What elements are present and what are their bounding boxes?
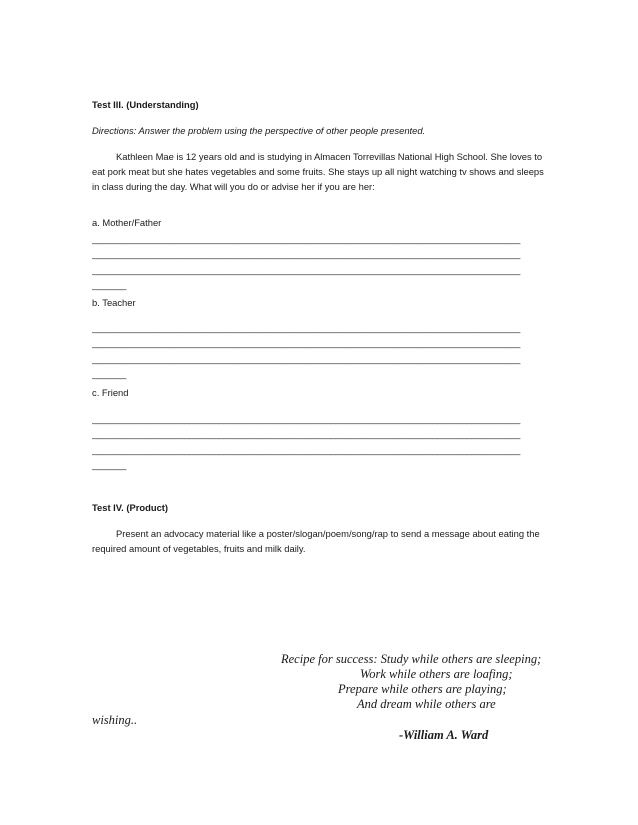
answer-line[interactable]: _______ [92, 459, 127, 471]
quote-line-5: wishing.. [92, 713, 138, 727]
answer-line[interactable]: ________________________________________________________________________________________ [92, 248, 521, 260]
answer-line[interactable]: ________________________________________________________________________________________ [92, 428, 521, 440]
test3-heading: Test III. (Understanding) [92, 99, 199, 110]
answer-lines-mother-father[interactable] [92, 231, 544, 293]
answer-line[interactable]: ________________________________________________________________________________________ [92, 322, 521, 333]
answer-line[interactable]: ________________________________________________________________________________________ [92, 233, 521, 244]
section-label-teacher: b. Teacher [92, 297, 136, 308]
answer-line[interactable]: _______ [92, 368, 127, 380]
answer-line[interactable]: ________________________________________________________________________________________ [92, 263, 521, 275]
answer-line[interactable]: ________________________________________________________________________________________ [92, 337, 521, 349]
test4-instruction: Present an advocacy material like a poster/slogan/poem/song/rap to send a message about eating the required amount of vegetables, fruits and milk daily. [92, 528, 540, 554]
quote-line-3: Prepare while others are playing; [338, 682, 507, 696]
answer-lines-friend[interactable] [92, 411, 544, 473]
quote-line-4: And dream while others are [357, 697, 496, 711]
scenario-paragraph: Kathleen Mae is 12 years old and is studying in Almacen Torrevillas National High School. She loves to eat pork meat but she hates vegetables and some fruits. She stays up all night watching tv shows and sleeps in class during the day. What will you do or advise her if you are her: [92, 151, 544, 192]
section-label-friend: c. Friend [92, 387, 129, 398]
answer-line[interactable]: ________________________________________________________________________________________ [92, 352, 521, 364]
section-label-mother-father: a. Mother/Father [92, 217, 162, 228]
answer-line[interactable]: _______ [92, 279, 127, 291]
test3-directions: Directions: Answer the problem using the perspective of other people presented. [92, 125, 426, 136]
test4-heading: Test IV. (Product) [92, 502, 169, 513]
answer-lines-teacher[interactable] [92, 320, 544, 382]
answer-line[interactable]: ________________________________________________________________________________________ [92, 413, 521, 424]
quote-line-2: Work while others are loafing; [360, 667, 513, 681]
quote-line-1: Recipe for success: Study while others are sleeping; [281, 652, 542, 666]
answer-line[interactable]: ________________________________________________________________________________________ [92, 443, 521, 455]
quote-author: -William A. Ward [399, 728, 489, 742]
